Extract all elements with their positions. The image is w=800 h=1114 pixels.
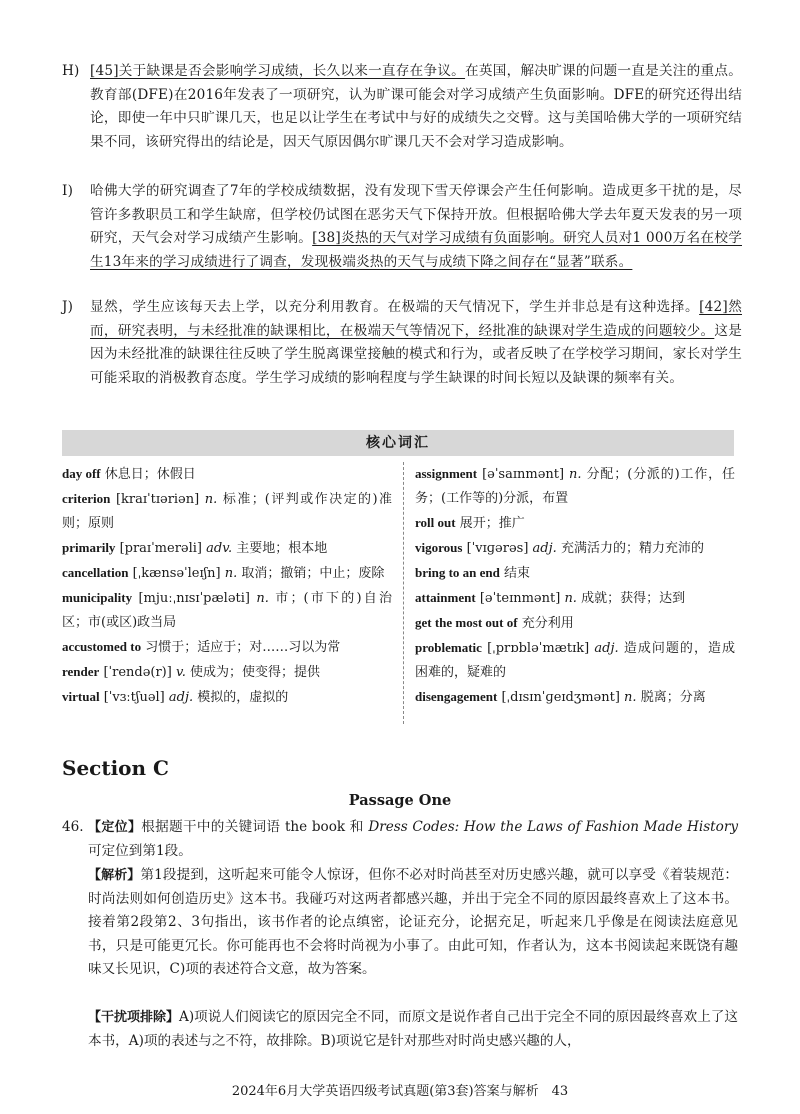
paragraph-body: 在英国，解决旷课的问题一直是关注的重点。教育部(DFE)在2016年发表了一项研究，认为旷课可能会对学习成绩产生负面影响。DFE的研究还得出结论，即使一年中只旷课几天，也足以让学生在考试中与好的成绩失之交臂。这与美国哈佛大学的一项研究结果不同，该研究得出的结论是，因天气原因偶尔旷课几天不会对学习造成影响。 <box>90 63 743 150</box>
underlined-answer-text: [38]炎热的天气对学习成绩有负面影响。研究人员对1 000万名在校学生13年来的学习成绩进行了调查，发现极端炎热的天气与成绩下降之间存在“显著”联系。 <box>90 230 742 270</box>
paragraph-h <box>62 60 742 154</box>
page-footer: 2024年6月大学英语四级考试真题(第3套)答案与解析 43 <box>231 1084 569 1099</box>
vocab-word: criterion <box>62 491 111 506</box>
vocab-definition: 结束 <box>504 566 531 581</box>
analysis-text <box>88 864 738 982</box>
vocab-item <box>62 536 392 561</box>
section-title: Section C <box>62 756 169 780</box>
vocab-word: render <box>62 664 100 679</box>
question-number: 46. <box>62 819 84 835</box>
vocab-item <box>62 586 392 635</box>
vocab-item <box>415 536 735 561</box>
vocab-word: bring to an end <box>415 565 500 580</box>
distractor-tag: 【干扰项排除】 <box>88 1010 180 1025</box>
vocab-item <box>62 660 392 685</box>
vocab-pos: n. <box>569 467 582 482</box>
passage-title: Passage One <box>348 792 452 809</box>
locate-post: 可定位到第1段。 <box>88 842 192 859</box>
paragraph-body: 哈佛大学的研究调查了7年的学校成绩数据，没有发现下雪天停课会产生任何影响。造成更多干扰的是，尽管许多教职员工和学生缺席，但学校仍试图在恶劣天气下保持开放。但根据哈佛大学去年夏天发表的另一项研究，天气会对学习成绩产生影响。 <box>90 183 742 246</box>
underlined-answer-text: [42]然而，研究表明，与未经批准的缺课相比，在极端天气等情况下，经批准的缺课对学生造成的问题较少。 <box>90 299 742 339</box>
vocab-definition: 主要地；根本地 <box>236 541 328 556</box>
locate-text <box>88 816 738 863</box>
vocab-phonetic: [ˈrendə(r)] <box>103 665 172 680</box>
vocab-definition: 脱离；分离 <box>640 690 706 705</box>
vocab-definition: 充满活力的；精力充沛的 <box>560 541 704 556</box>
paragraph-body: 这是因为未经批准的缺课往往反映了学生脱离课堂接触的模式和行为，或者反映了在学校学习期间，家长对学生可能采取的消极教育态度。学生学习成绩的影响程度与学生缺课的时间长短以及缺课的频率有关。 <box>90 322 742 386</box>
distractor-text <box>88 1006 738 1053</box>
vocab-word: cancellation <box>62 565 129 580</box>
paragraph-body: 显然，学生应该每天去上学，以充分利用教育。在极端的天气情况下，学生并非总是有这种选择。 <box>90 299 700 315</box>
vocab-word: accustomed to <box>62 639 142 654</box>
vocab-item <box>415 636 735 685</box>
vocab-definition: 模拟的，虚拟的 <box>197 690 289 705</box>
vocab-item <box>415 462 735 511</box>
vocab-pos: n. <box>624 690 637 705</box>
paragraph-text <box>90 180 742 274</box>
vocab-definition: 标准；(评判或作决定的)准则；原则 <box>62 492 392 531</box>
paragraph-label: I) <box>62 183 74 199</box>
vocab-header-bar <box>62 430 734 456</box>
analysis-body: 第1段提到，这听起来可能令人惊讶，但你不必对时尚甚至对历史感兴趣，就可以享受《着装规范：时尚法则如何创造历史》这本书。我碰巧对这两者都感兴趣，并出于完全不同的原因最终喜欢上了这本书。接着第2段第2、3句指出，该书作者的论点缜密，论证充分，论据充足，听起来几乎像是在阅读法庭意见书，只是可能更冗长。你可能再也不会将时尚视为小事了。由此可知，作者认为，这本书阅读起来既饶有趣味又长见识，C)项的表述符合文意，故为答案。 <box>88 867 738 977</box>
vocab-phonetic: [ˈvɜːtʃuəl] <box>103 690 165 705</box>
vocab-definition: 成就；获得；达到 <box>581 591 686 606</box>
vocab-definition: 取消；撤销；中止；废除 <box>241 566 385 581</box>
vocab-definition: 分配；(分派的)工作，任务；(工作等的)分派，布置 <box>415 467 735 506</box>
vocab-word: day off <box>62 466 101 481</box>
question-46-locate <box>62 816 738 863</box>
vocab-word: roll out <box>415 515 456 530</box>
paragraph-label: H) <box>62 63 80 79</box>
vocab-item <box>415 511 735 536</box>
vocab-item <box>415 611 735 636</box>
paragraph-j <box>62 296 742 390</box>
vocab-word: attainment <box>415 590 476 605</box>
vocab-word: get the most out of <box>415 615 518 630</box>
vocab-pos: adj. <box>168 690 194 705</box>
vocab-definition: 市；(市下的)自治区；市(或区)政当局 <box>62 591 393 630</box>
paragraph-text <box>90 60 742 154</box>
question-46-analysis <box>62 864 738 982</box>
vocab-word: municipality <box>62 590 133 605</box>
locate-pre: 根据题干中的关键词语 the book 和 <box>141 819 369 835</box>
vocab-definition: 休息日；休假日 <box>104 467 196 482</box>
book-title: Dress Codes: How the Laws of Fashion Made History <box>368 819 738 835</box>
vocab-pos: adj. <box>532 541 557 556</box>
vocab-item <box>62 635 392 660</box>
vocab-item <box>62 561 392 586</box>
vocab-definition: 充分利用 <box>521 616 574 631</box>
vocab-definition: 使成为；使变得；提供 <box>190 665 321 680</box>
vocab-phonetic: [ˌkænsəˈleɪʃn] <box>132 566 221 581</box>
vocab-phonetic: [əˈsaɪnmənt] <box>482 467 565 482</box>
vocab-phonetic: [ˌdɪsɪnˈɡeɪdʒmənt] <box>501 690 620 705</box>
vocab-right-column <box>415 462 735 710</box>
question-46-distractor <box>62 1006 738 1053</box>
vocab-word: virtual <box>62 689 100 704</box>
vocab-item <box>415 561 735 586</box>
vocab-phonetic: [kraɪˈtɪəriən] <box>115 492 200 507</box>
vocab-word: problematic <box>415 640 482 655</box>
vocab-definition: 造成问题的，造成困难的，疑难的 <box>415 641 736 680</box>
vocab-item <box>415 685 735 710</box>
vocab-column-divider <box>403 462 404 724</box>
vocab-word: disengagement <box>415 689 498 704</box>
vocab-phonetic: [ˈvɪɡərəs] <box>466 541 529 556</box>
vocab-phonetic: [mjuːˌnɪsɪˈpæləti] <box>138 591 250 606</box>
vocab-definition: 习惯于；适应于；对……习以为常 <box>145 640 341 655</box>
analysis-tag: 【解析】 <box>88 868 141 883</box>
vocab-left-column <box>62 462 392 710</box>
vocab-definition: 展开；推广 <box>459 516 525 531</box>
vocab-pos: v. <box>175 665 186 680</box>
paragraph-label: J) <box>62 299 74 315</box>
vocab-pos: n. <box>204 492 218 507</box>
vocab-item <box>62 462 392 487</box>
vocab-title: 核心词汇 <box>366 435 430 451</box>
paragraph-i <box>62 180 742 274</box>
vocab-item <box>415 586 735 611</box>
vocab-pos: n. <box>224 566 238 581</box>
vocab-word: primarily <box>62 540 116 555</box>
underlined-answer-text: [45]关于缺课是否会影响学习成绩，长久以来一直存在争议。 <box>90 63 466 79</box>
vocab-pos: n. <box>256 591 269 606</box>
vocab-pos: adv. <box>206 541 233 556</box>
vocab-phonetic: [əˈteɪnmənt] <box>479 591 561 606</box>
vocab-item <box>62 487 392 536</box>
vocab-phonetic: [ˌprɒbləˈmætɪk] <box>487 641 590 656</box>
vocab-phonetic: [praɪˈmerəli] <box>119 541 202 556</box>
vocab-item <box>62 685 392 710</box>
distractor-body: A)项说人们阅读它的原因完全不同，而原文是说作者自己出于完全不同的原因最终喜欢上了这本书，A)项的表述与之不符，故排除。B)项说它是针对那些对时尚史感兴趣的人， <box>88 1009 738 1049</box>
vocab-word: assignment <box>415 466 478 481</box>
paragraph-text <box>90 296 742 390</box>
vocab-word: vigorous <box>415 540 463 555</box>
vocab-pos: n. <box>564 591 577 606</box>
vocab-pos: adj. <box>594 641 619 656</box>
locate-tag: 【定位】 <box>88 820 142 835</box>
